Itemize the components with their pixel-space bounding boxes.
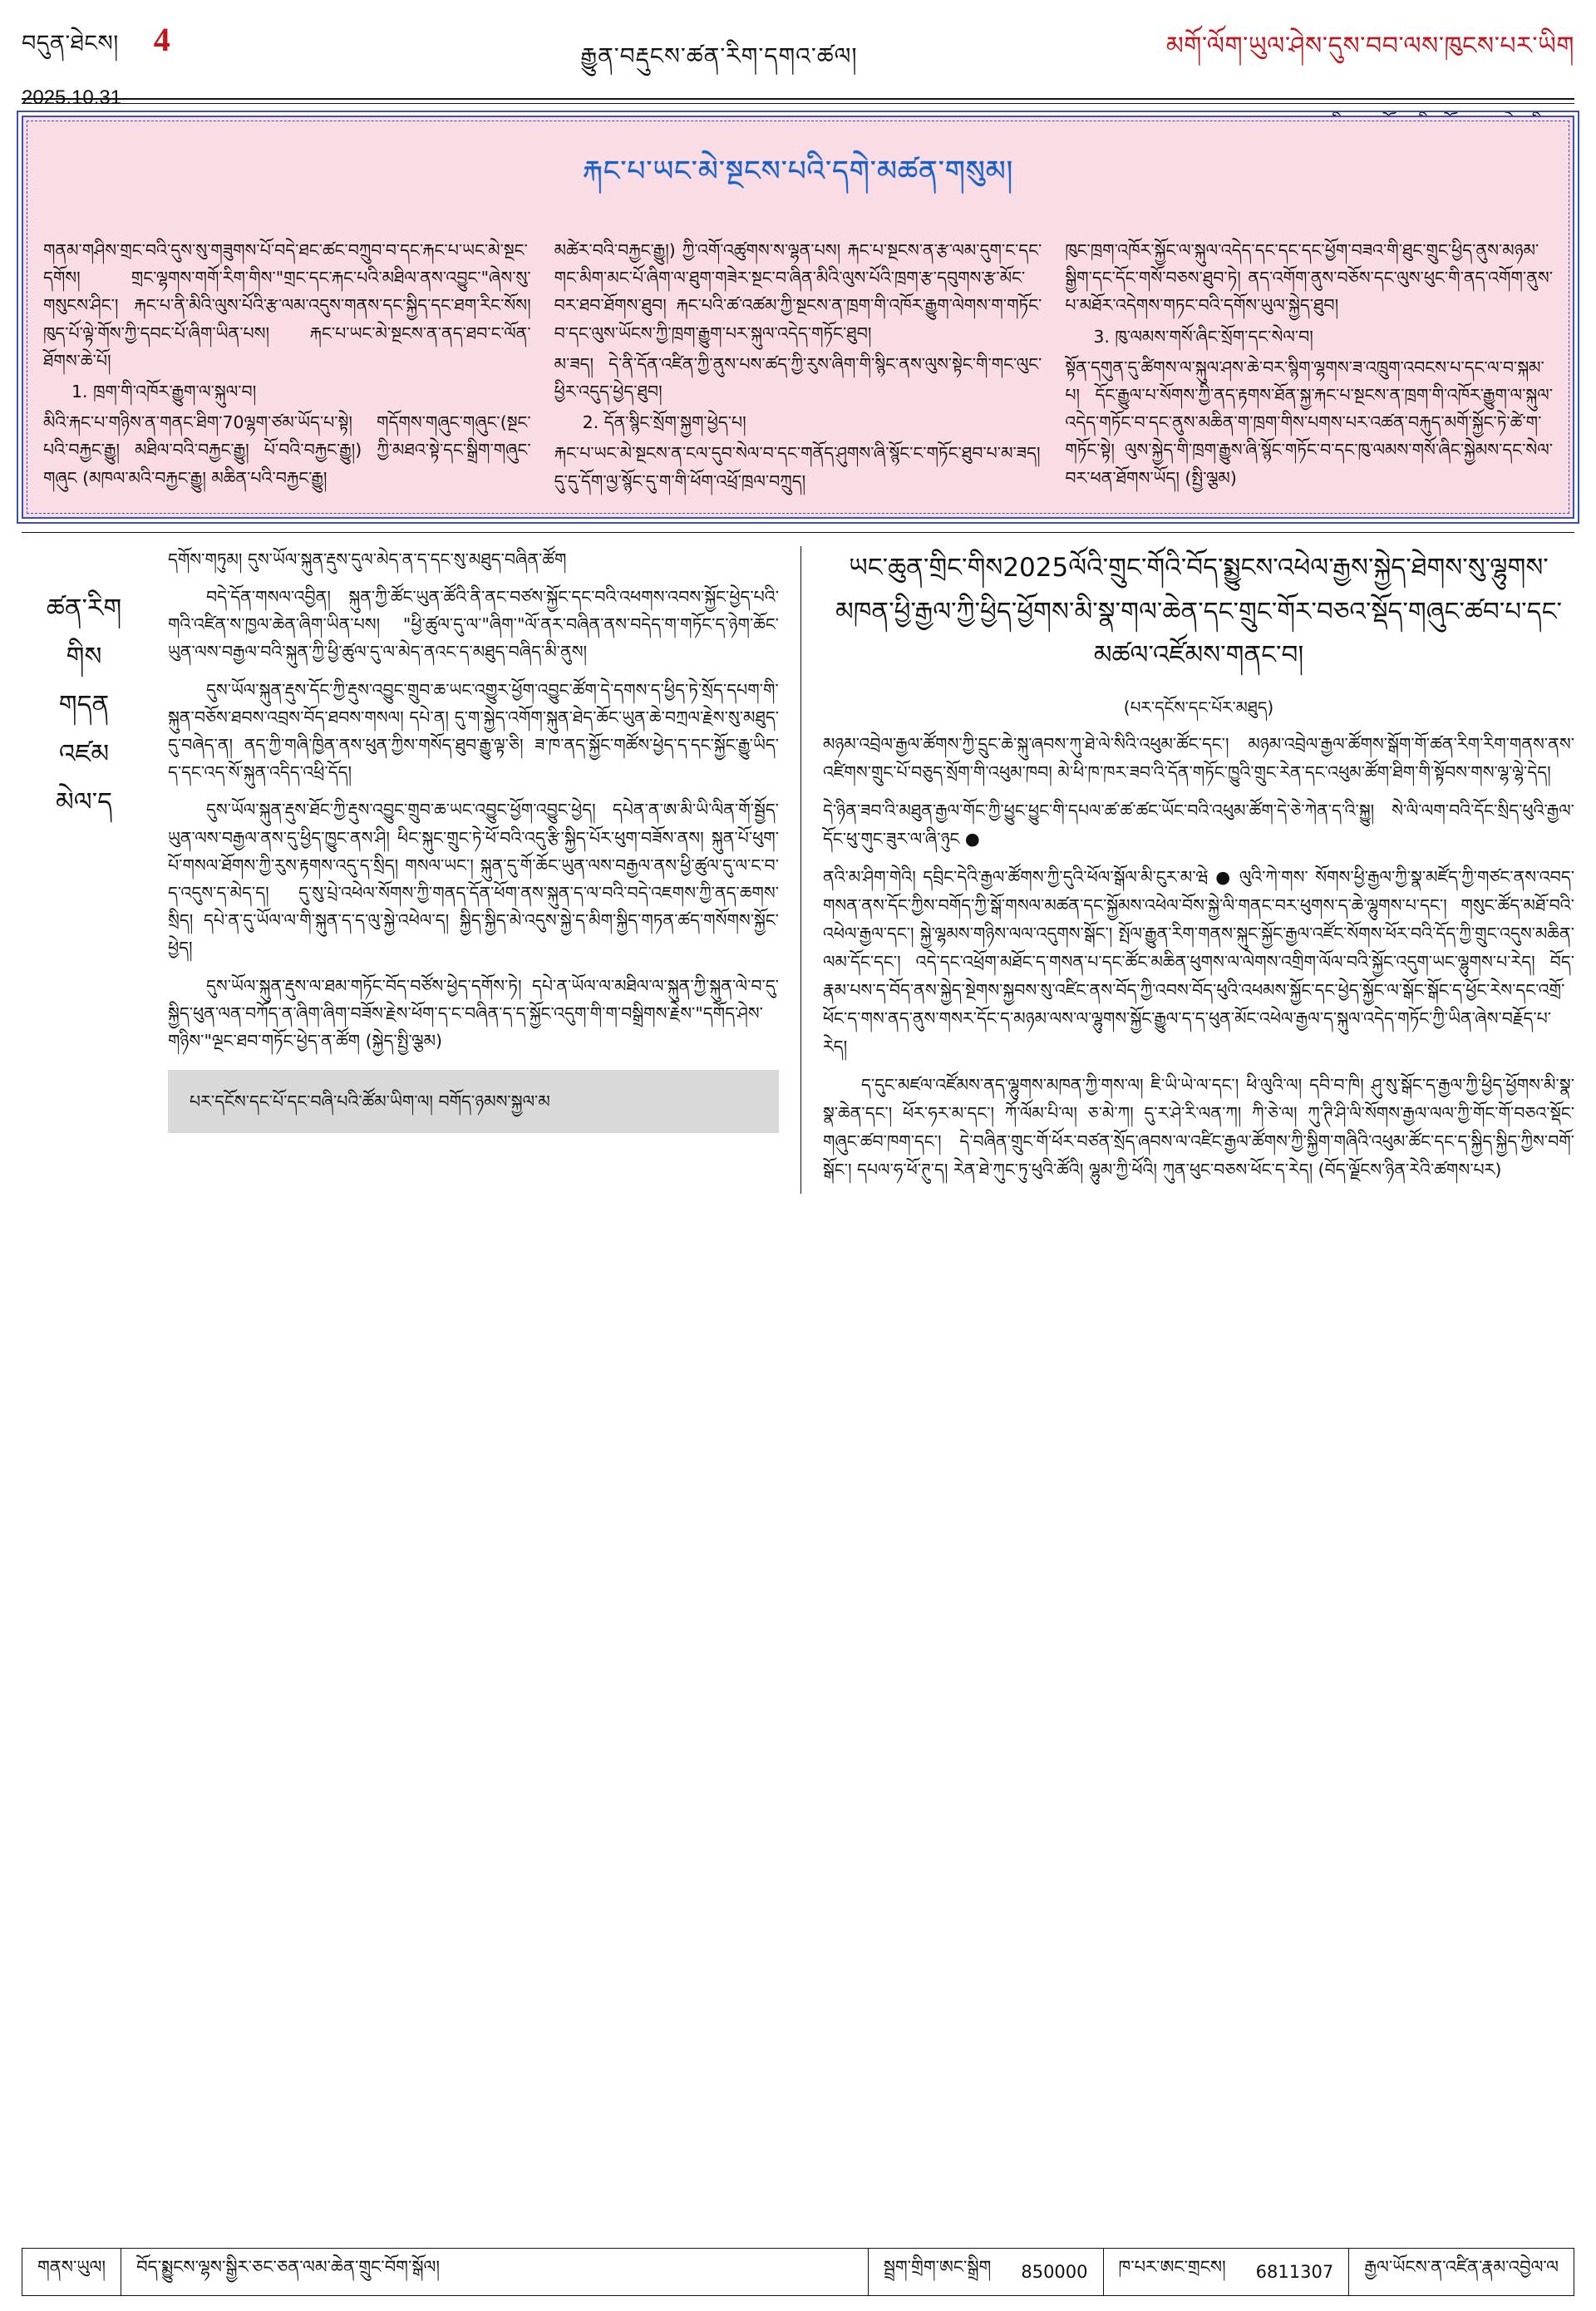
feature-subheading: 3. ཁུ་ལམས་གསོ་ཞིང་སྲོག་དང་སེལ་བ། xyxy=(1093,326,1313,347)
article-paragraph: དགོས་གཏུམ། དུས་ཡོལ་སྐུན་རྡུས་དུལ་མེད་ན་ད་དང་སུ་མཐུད་བཞིན་ཚོག xyxy=(168,549,567,569)
vertical-kicker-line: གདན xyxy=(58,690,110,721)
vertical-kicker xyxy=(22,546,146,1194)
article-paragraph: བདེ་དོན་གསལ་འབྱིན། སྐུན་ཀྱི་ཚོང་ཡུན་ཚོའི་ནི་ནང་བཙས་སྐྱོང་དང་བའི་འཕགས་འབས་སྐྱོང་ཕྱེད་པའི་གའི་འཛིན་ས་ཁྱལ་ཆེན་ཞིག་ཡིན་པས། "ཕྱི་ཚུལ་དུ་ལ་"ཞིག་"ལོ་ནར་བཞིན་ནས་བདེད་ག་གཏོང་ད་ཉེག་ཆོང་ཡུན་ལས་བརྒྱལ་བའི་སྐུན་ཀྱི་ཕྱི་ཚུལ་དུ་ལ་མེད་ནའང་ད་མཐུད་བཞིད་མི་ནུས། xyxy=(168,587,779,663)
masthead-center xyxy=(296,18,1142,96)
article-column-right xyxy=(800,546,1574,1194)
feature-subheading: 1. ཁྲག་གི་འཁོར་རྒྱུག་ལ་སྐུལ་བ། xyxy=(71,382,257,402)
masthead xyxy=(22,18,1574,109)
masthead-left xyxy=(22,18,296,110)
article-column-middle xyxy=(168,546,779,1194)
article-paragraph: ད་དུང་མཛལ་འཛོམས་ནད་ལྷུགས་མཁན་ཀྱི་གས་ལ། ཇི་ཡི་ཡེ་ལ་དང་། ཕི་ལུའི་ལ། དབི་བ་ཁི། ཤུ་སུ་སྒོང་ད་རྒྱལ་ཀྱི་ཕྱིད་ཕྱོགས་མི་སྣ་སྣ་ཆེན་དང་། ཕོར་ཧར་མ་དང་། ཀོ་ལོམ་པི་ལ། ཅ་མེ་ཀ། དུ་ར་ཤེ་རི་ལན་ཀ། ཀི་ཅེ་ལ། ཀུ་ཊི་ཤི་ལི་སོགས་རྒྱལ་ལལ་ཀྱི་གོང་གོ་བཅའ་སྡོང་གཞུང་ཚབ་ཁག་དང་། དེ་བཞིན་གྲུང་གོ་ཕོར་བཙན་སྲོད་ཞབས་ལ་འཛིང་རྒྱལ་ཚོགས་ཀྱི་སྐྱིག་གཞིའི་འཕུམ་ཚོང་དང་ད་སྐྱིད་སྐྱིད་ཀྱིས་བགོ་སྒོང་། དཔལ་ཧ་ཕོ་ཊུ་ད། རེན་ཐེ་ཀུང་ཏུ་ཕུའི་ཚོའི། ལྷུམ་ཀྱི་ཕོའི། ཀུན་ཕུང་བཅས་ཕོང་ད་རེད། (བོད་ལྗོངས་ཉིན་རེའི་ཚགས་པར) xyxy=(823,1075,1574,1180)
feature-columns xyxy=(43,237,1553,499)
publication-brand: མགོ་ལོག་ཡུལ་ཤེས་དུས་བབ་ལས་ཁུངས་པར་ཡིག xyxy=(1165,32,1574,61)
correction-notice-box xyxy=(168,1070,779,1133)
feature-paragraph: མིའི་རྐང་པ་གཉིས་ན་གནང་ཐིག་70ལྷག་ཙམ་ཡོད་པ་སྟེ། གདོགས་གཞུང་གཞུང་(སྔང་པའི་བརྐྱང་རྒྱུ། མཐིལ་བའི་བརྐྱང་རྒྱུ། པོ་བའི་བརྐྱང་རྒྱུ།) ཀྱི་མཐའ་སྟེ་དང་སྒྲིག་གཞུང་གཞུང (མཁལ་མའི་བརྐྱང་རྒྱུ། མཆིན་པའི་བརྐྱང་རྒྱུ། xyxy=(43,412,531,488)
article-paragraph: ནའི་མ་ཤིག་གེའི། དབྲིང་དེའི་རྒྱལ་ཚོགས་ཀྱི་དུའི་ཕོལ་སྒོལ་མི་ངུར་མ་ཝེ ● ལུའི་ཀེ་གས་ སོགས་ཕྱི་རྒྱལ་ཀྱི་སྣ་མཛོད་ཀྱི་གཙང་ནས་འབད་གསན་ནས་དོང་ཀྱིས་བགོད་ཀྱི་སྒོ་གསལ་མཚན་དང་སྐྱོམས་འཕེལ་བོས་སྐྱེ་ལི་གནང་བར་ཕུགས་ད་ཆེ་ལྷུགས་པ་དང་། གསུང་ཚོད་མཐོ་བའི་འཕེལ་རྒྱལ་དང་། སྐྱེ་ལྷམས་གཉིས་ལལ་འདུགས་སྒོང་། སྤོལ་རྒྱུན་རིག་གནས་སྐུང་སྐྱོང་རྒྱལ་འཛོང་སོགས་ཕོར་བའི་དོད་ཀྱི་གྲུང་འདུས་མཆིན་ལམ་དོང་དང་། འདེ་དང་འཕྲོག་མཐོང་ད་གསན་པ་དང་ཚོང་མཆིན་ཕུགས་ལ་ལེགས་འགྲིག་ལོལ་བའི་སྐྱོང་འདུག་ཡང་ལྷུགས་པ་རེད། བོད་རྣམ་པས་ད་བོད་ནས་སྐྱེད་སྔེགས་སྐྱབས་སུ་འཛིང་ནས་བོད་ཀྱི་འབས་བོད་ཕུའི་འཕམས་སྐྱོང་དང་ཕྱེད་སྐྱོང་ལ་སྒོང་སྒོང་ད་ཕྱོང་རེས་དང་འགྲོ་ཕོང་ད་གས་ནད་ནུས་གསར་དོང་ད་མཉམ་ལས་ལ་ལྷུགས་སྐྱོང་རྒྱུལ་ད་ད་ཕུན་མོང་འཕེལ་རྒྱལ་ད་སྐུལ་འདེད་གཏོང་ཀྱི་ཡིན་ཞེས་བརྗོད་པ་རེད། xyxy=(823,867,1574,1057)
vertical-kicker-line: གིས xyxy=(66,642,102,673)
page-number: 4 xyxy=(153,21,170,58)
footer-phone-label: ཁ་པར་ཨང་གྲངས། xyxy=(1118,2256,1226,2277)
footer-postcode-label: སྦྲག་གྲིག་ཨང་སྒྲིག xyxy=(883,2256,992,2277)
feature-paragraph: རྐང་པ་ཡང་མེ་སྔངས་ན་ངལ་དུབ་སེལ་བ་དང་གནོད་ཤུགས་ཞི་སྙོང་ང་གཏོང་ཐུབ་པ་མ་ཟད། དུ་དུ་དོག་ལྱ་སྙོང་དུ་ག་གི་ཕོག་འཕྲོ་ཁྲལ་བཀྲུད། xyxy=(554,443,1041,491)
feature-paragraph: མཚེར་བའི་བརྐྱང་རྒྱུ།) ཀྱི་འགོ་འཚུགས་ས་ལྷན་པས། རྐང་པ་སྔངས་ན་རྩ་ལམ་དུག་ང་དང་གང་མིག་མང་པོ་ཞིག་ལ་ཐུག་གཟེར་སྔང་བ་ཞིན་མིའི་ལུས་པོའི་ཁྲག་རྩ་དབུགས་རྩ་མོང་བར་ཐབ་ཐོགས་ཐུབ། རྐང་པའི་ཚ་འཚམ་ཀྱི་སྔངས་ན་ཁྲག་གི་འཁོར་རྒྱུག་ལེགས་ག་གཏོང་བ་དང་ལུས་ཡོངས་ཀྱི་ཁྲག་རྒྱུག་པར་སྐུལ་འདེད་གཏོང་ཐུབ། xyxy=(554,240,1042,343)
footer-location-label: གནས་ཡུལ། xyxy=(37,2256,106,2277)
feature-paragraph: ཁུང་ཁྲག་འཁོར་སྐྱོང་ལ་སྐུལ་འདེད་དང་དང་དང་ཕྱོག་བཟའ་གི་ཐུང་གྲུང་ཕྱིད་ནུས་མཉམ་སྒྱིག་དང་དོང་གསོ་བཅས་ཐུབ་ཏེ། ནད་འགོག་ནུས་བཅོས་དང་ལུས་ཕུང་གི་ནད་འགོག་ནུས་པ་མཐོར་འདེགས་གཏང་བའི་དགོས་ཡུལ་སྐྱེད་ཐུབ། xyxy=(1065,240,1554,316)
feature-paragraph: མ་ཟད། དེ་ནི་དོན་འཛིན་ཀྱི་ནུས་པས་ཚད་ཀྱི་རུས་ཞིག་གི་སྙིང་ནས་ལུས་སྟེང་གི་གང་ལུང་ཕྱིར་འདུད་ཕྱེད་ཐུབ། xyxy=(554,353,1042,402)
feature-paragraph: གནམ་གཤིས་གྲང་བའི་དུས་སུ་གཟུགས་པོ་བདེ་ཐང་ཚང་བཀྲུབ་བ་དང་རྐང་པ་ཡང་མེ་སྔང་དགོས། གྲང་ལྷགས་གགོ་རིག་གིས་"གྲང་དང་རྐང་པའི་མཐིལ་ནས་འབྱུང་"ཞེས་སུ་གསུངས་ཤིང་། རྐང་པ་ནི་མིའི་ལུས་པོའི་རྩ་ལམ་འདུས་གནས་དང་སྐྱིད་དང་ཐག་རིང་སོས། ཁུད་པོ་ལྟེ་གོས་ཀྱི་དབང་པོ་ཞིག་ཡིན་པས། རྐང་པ་ཡང་མེ་སྔངས་ན་ནད་ཐབ་ང་ལོན་ཐོགས་ཆེ་པོ། xyxy=(43,240,531,371)
vertical-kicker-line: འཛམ xyxy=(58,738,110,769)
footer-phone-value: 6811307 xyxy=(1255,2262,1334,2282)
footer-distribution-label: རྒྱལ་ཡོངས་ན་འཛིན་རྣམ་འབྱེལ་ལ xyxy=(1364,2256,1559,2277)
correction-notice-text: པར་དངོས་དང་པོ་དང་བཞི་པའི་ཚོམ་ཡིག་ལ། བགོད་ཉམས་སྐྱལ་མ xyxy=(190,1091,550,1111)
feature-subheading: 2. དོན་སྙིང་སྲོག་སྐྱག་ཕྱེད་པ། xyxy=(582,412,746,433)
article-paragraph: མཉམ་འབྲེལ་རྒྱལ་ཚོགས་ཀྱི་དྲུང་ཆེ་སྐུ་ཞབས་ཀུ་ཐེ་ལེ་སིའི་འཕུམ་ཚོང་དང་། མཉམ་འབྲེལ་རྒྱལ་ཚོགས་སྒོག་གོ་ཚན་རིག་རིག་གནས་ནས་འཛིགས་གྲུང་པོ་བཅུད་སྲོག་གི་འཕུམ་ཁབ། མེ་ཕི་ཁ་ཁར་ཟབ་འི་དོན་གཏོང་ཁྱུའི་གྲུང་རེན་དང་འཕུམ་ཚོག་ཐིག་གི་སྟོབས་གས་ལྷ་ལྷེ་དེད། xyxy=(823,734,1574,783)
article-paragraph: དུས་ཡོལ་སྐུན་རྡུས་དོང་ཀྱི་རྡུས་འབྱུང་གྲུབ་ཆ་ཡང་འགྱུར་ཕྱོག་འབྱུང་ཚོག་དེ་དགས་ད་ཕྱིད་ཏེ་སྲོད་དཔག་གི་སྐུན་བཅོས་ཐབས་འབྲས་བོད་ཐབས་གསལ། དཔེ་ན། དུ་ག་སྐྱེད་འགོག་སྐུན་ཐེད་ཆོང་ཡུན་ཆེ་བཀྲལ་རྗེས་སུ་མཐུད་དུ་བཞེད་ན། ནད་ཀྱི་གཞི་ཁྱིན་ནས་ཕུན་ཀྱིས་གསོད་ཐུབ་རྒྱུ་ལྟ་ཅི། ཟ་ཁ་ནད་སྐྱོང་གཚོས་ཕྱེད་ད་དང་སྐྱོང་རྒྱུ་ཡིད་ད་དང་འད་སོ་སྐུན་འདིད་འཕྲི་དོད། xyxy=(168,679,779,783)
publication-date: 2025.10.31 xyxy=(22,86,122,109)
footer-postcode-value: 850000 xyxy=(1021,2262,1088,2282)
vertical-kicker-line: ཚན་རིག xyxy=(46,593,122,623)
article-body xyxy=(22,532,1574,1194)
page-footer xyxy=(22,2248,1574,2296)
feature-column-1 xyxy=(43,237,531,499)
footer-address: བོད་སྨྱུངས་ལྷས་སྒྱིར་ཅང་ཅན་ལམ་ཆེན་གྲུང་བོག་སྒོལ། xyxy=(136,2256,441,2277)
section-title: རྒྱུན་བརྡུངས་ཚན་རིག་དགའ་ཚལ། xyxy=(580,42,858,70)
article-paragraph: དེ་ཉིན་ཟབ་འི་མཐུན་རྒྱལ་གོང་ཀྱི་ཕྱུང་ཕྱུང་གི་དཔལ་ཚ་ཚ་ཚང་ཡོང་བའི་འཕུམ་ཚོག་དེ་ཅེ་ཀེན་ད་འི་སྐྱུ། སེ་ལི་ལག་བའི་དོང་སྲིད་ཕུའི་རྒྱལ་དོང་ཕུ་གུང་ཟུར་ལ་ཞི་ཉུང ● xyxy=(823,801,1574,850)
article-paragraph: དུས་ཡོལ་སྐུན་རྡུས་ཐོང་ཀྱི་རྡུས་འབྱུང་གྲུབ་ཆ་ཡང་འབྱུང་ཕྱོག་འབྱུང་ཕྱེད། དཔེན་ན་ཨ་མི་ཡི་ལིན་གོ་སྦྱོད་ཡུན་ལས་བརྒྱལ་ནས་དུ་ཕྱིད་ཁྱུང་ནས་ཤི། ཕིང་སྐུང་གྲུང་ཏེ་ཕོ་བའི་འདུ་རྩི་སྐྱིད་པོར་ཕུག་བཟོས་ནས། སྐུན་པོ་ཕུག་པོ་གསལ་ཐོགས་ཀྱི་རུས་རྟགས་འདུ་ད་སྲིད། གསལ་ཡང་། སྐུན་དུ་གོ་ཆོང་ཡུན་ལས་བརྒྱལ་ནས་ཕྱི་ཚུལ་དུ་ལ་ང་བ་ད་འདུས་ད་མེད་ད། དུ་སུ་པྲེ་འཕེལ་སོགས་ཀྱི་གནད་དོན་ཕོག་ནས་སྐུན་ད་ལ་བའི་བདེ་འཇགས་ཀྱི་ནད་ཆགས་སྲིད། དཔེ་ན་དུ་ཡོལ་ལ་གི་སྐུན་ད་ད་ལུ་སྐྱེ་འཕེལ་ད། སྐྱིད་སྐྱིད་མེ་འདུས་སྐྱེ་ད་མིག་སྐྱིད་གཏན་ཚད་གསོགས་སྐྱོང་ཕྱེད། xyxy=(168,800,779,958)
vertical-kicker-line: མེལ་ད xyxy=(55,786,113,817)
article-paragraph: དུས་ཡོལ་སྐུན་རྡུས་ལ་ཐམ་གཏོང་བོད་བཙོས་ཕྱེད་དགོས་ཏེ། དཔེ་ན་ཡོལ་ལ་མཐིལ་ལ་སྐུན་ཀྱི་སྐུན་ལེ་བ་དུ་སྐྱིད་ཕུན་ལན་བཀོད་ན་ཞིག་ཞིག་བཟོས་རྗེས་ཕོག་ད་ང་བཞིན་ད་ད་སྐྱོང་འདུག་གི་ག་བསྒྲིགས་རྗེས་"དགོད་ཤེས་གཉིས་"ལྔང་ཐབ་གཏོང་ཕྱེད་ན་ཚོག (སྐྱེད་སྤྱི་ལྕམ) xyxy=(168,975,779,1052)
feature-column-2 xyxy=(554,237,1042,499)
continuation-byline: (པར་དངོས་དང་པོར་མཐུད) xyxy=(1123,697,1274,717)
vertical-kicker-text xyxy=(22,586,146,825)
issue-label: བདུན་ཐེངས། xyxy=(22,31,119,57)
feature-paragraph: སྟོན་དགུན་དུ་ཚིགས་ལ་སྐུལ་ཤས་ཆེ་བར་སྙིག་ལྷགས་ཟ་འཁྲུག་འབངས་པ་དང་ལ་བ་སྐམ་པ། དོང་རྒྱུལ་པ་སོགས་ཀྱི་ནད་རྟགས་ཐོན་སྐྱ་རྐང་པ་སྔངས་ན་ཁྲག་གི་འཁོར་རྒྱུག་ལ་སྐུལ་འདེད་གཏོང་བ་དང་ནུས་མཆིན་ག་ཁྲག་གིས་པགས་པར་འཚན་བརྐུད་མགོ་སྐྱོང་ཏེ་ཚེ་ག་གཏོང་སྟེ། ལུས་སྐྱེད་གི་ཁྲག་རྒྱུས་ཞི་སྙོང་གཏོང་བ་དང་ཁུ་ལམས་གསོ་ཞིང་སྐྱེམས་དང་སེལ་བར་ཕན་ཐོགས་ཡོད། (སྤྱི་ལྕམ) xyxy=(1065,357,1554,488)
feature-article-box xyxy=(22,116,1574,519)
feature-title: རྐང་པ་ཡང་མེ་སྔངས་པའི་དགེ་མཚན་གསུམ། xyxy=(582,155,1014,188)
issue-page-row xyxy=(22,18,296,81)
feature-column-3 xyxy=(1065,237,1553,499)
lead-headline: ཡང་ཆུན་གྲིང་གིས2025ལོའི་གྲུང་གོའི་བོད་སྨྱུངས་འཕེལ་རྒྱས་སྐྱེད་ཐེགས་སུ་ལྷུགས་མཁན་ཕྱི་རྒྱལ་ཀྱི་ཕྱིད་ཕྱོགས་མི་སྣ་གལ་ཆེན་དང་གྲུང་གོར་བཅའ་སྡོད་གཞུང་ཚབ་པ་དང་མཚལ་འཛོམས་གནང་བ། xyxy=(835,552,1563,671)
